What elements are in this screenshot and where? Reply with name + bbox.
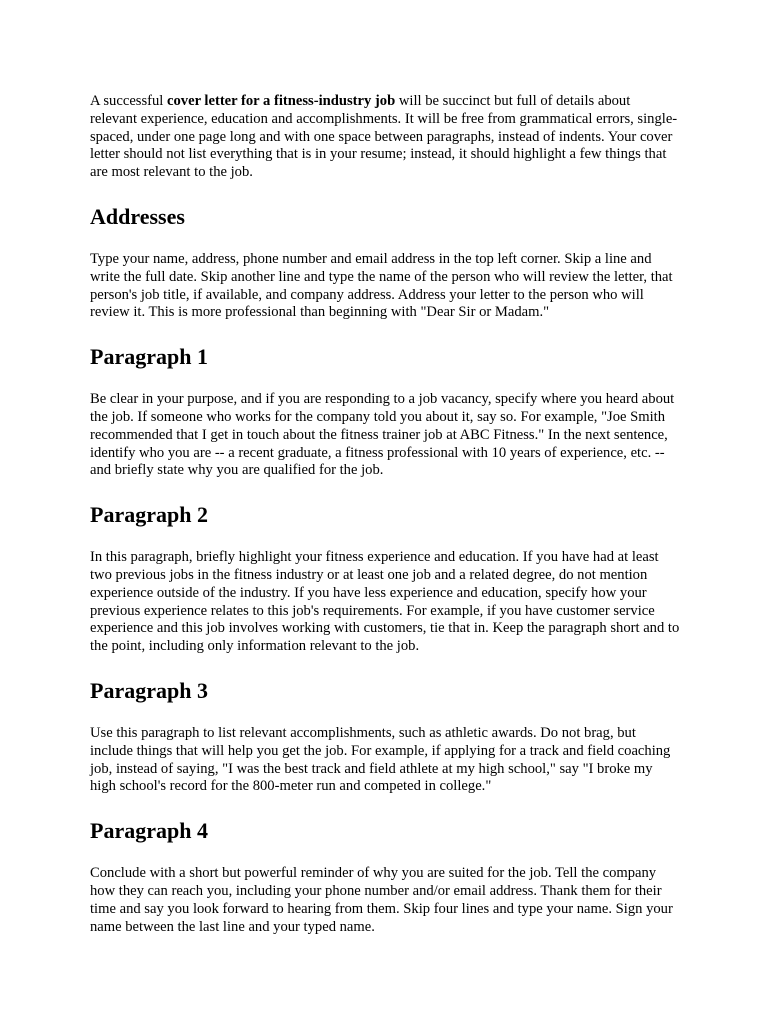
heading-paragraph-3: Paragraph 3 bbox=[90, 677, 208, 703]
body-paragraph-4: Conclude with a short but powerful reminder of why you are suited for the job. Tell the company how they can reach you, including your phone number and/or email address. Thank them for their time and say you look forward to hearing from them. Skip four lines and type your name. Sign your name between the last line and your typed name. bbox=[90, 865, 673, 935]
heading-paragraph-2: Paragraph 2 bbox=[90, 502, 208, 528]
intro-rest: will be succinct but full of details about relevant experience, education and accomplishments. It will be free from grammatical errors, single-spaced, under one page long and with one space between paragraphs, instead of indents. Your cover letter should not list everything that is in your resume; instead, it should highlight a few things that are most relevant to the job. bbox=[90, 93, 678, 181]
intro-emphasis: cover letter for a fitness-industry job bbox=[167, 93, 396, 109]
body-paragraph-2: In this paragraph, briefly highlight your fitness experience and education. If you have had at least two previous jobs in the fitness industry or at least one job and a related degree, do not mention experience outside of the industry. If you have less experience and education, specify how your previous experience relates to this job's requirements. For example, if you have customer service experience and this job involves working with customers, tie that in. Keep the paragraph short and to the point, including only information relevant to the job. bbox=[90, 549, 680, 655]
body-addresses: Type your name, address, phone number and email address in the top left corner. Skip a line and write the full date. Skip another line and type the name of the person who will review the letter, that person's job title, if available, and company address. Address your letter to the person who will review it. This is more professional than beginning with "Dear Sir or Madam." bbox=[90, 250, 673, 321]
document-page bbox=[90, 93, 680, 958]
body-paragraph-1: Be clear in your purpose, and if you are responding to a job vacancy, specify where you heard about the job. If someone who works for the company told you about it, say so. For example, "Joe Smith recommended that I get in touch about the fitness trainer job at ABC Fitness." In the next sentence, identify who you are -- a recent graduate, a fitness professional with 10 years of experience, etc. -- and briefly state why you are qualified for the job. bbox=[90, 391, 675, 479]
heading-paragraph-1: Paragraph 1 bbox=[90, 344, 208, 370]
body-paragraph-3: Use this paragraph to list relevant accomplishments, such as athletic awards. Do not brag, but include things that will help you get the job. For example, if applying for a track and field coaching job, instead of saying, "I was the best track and field athlete at my high school," say "I broke my high school's record for the 800-meter run and competed in college." bbox=[90, 724, 671, 795]
intro-paragraph bbox=[90, 93, 680, 182]
intro-lead: A successful bbox=[90, 93, 168, 109]
heading-paragraph-4: Paragraph 4 bbox=[90, 818, 208, 844]
heading-addresses: Addresses bbox=[90, 203, 185, 229]
